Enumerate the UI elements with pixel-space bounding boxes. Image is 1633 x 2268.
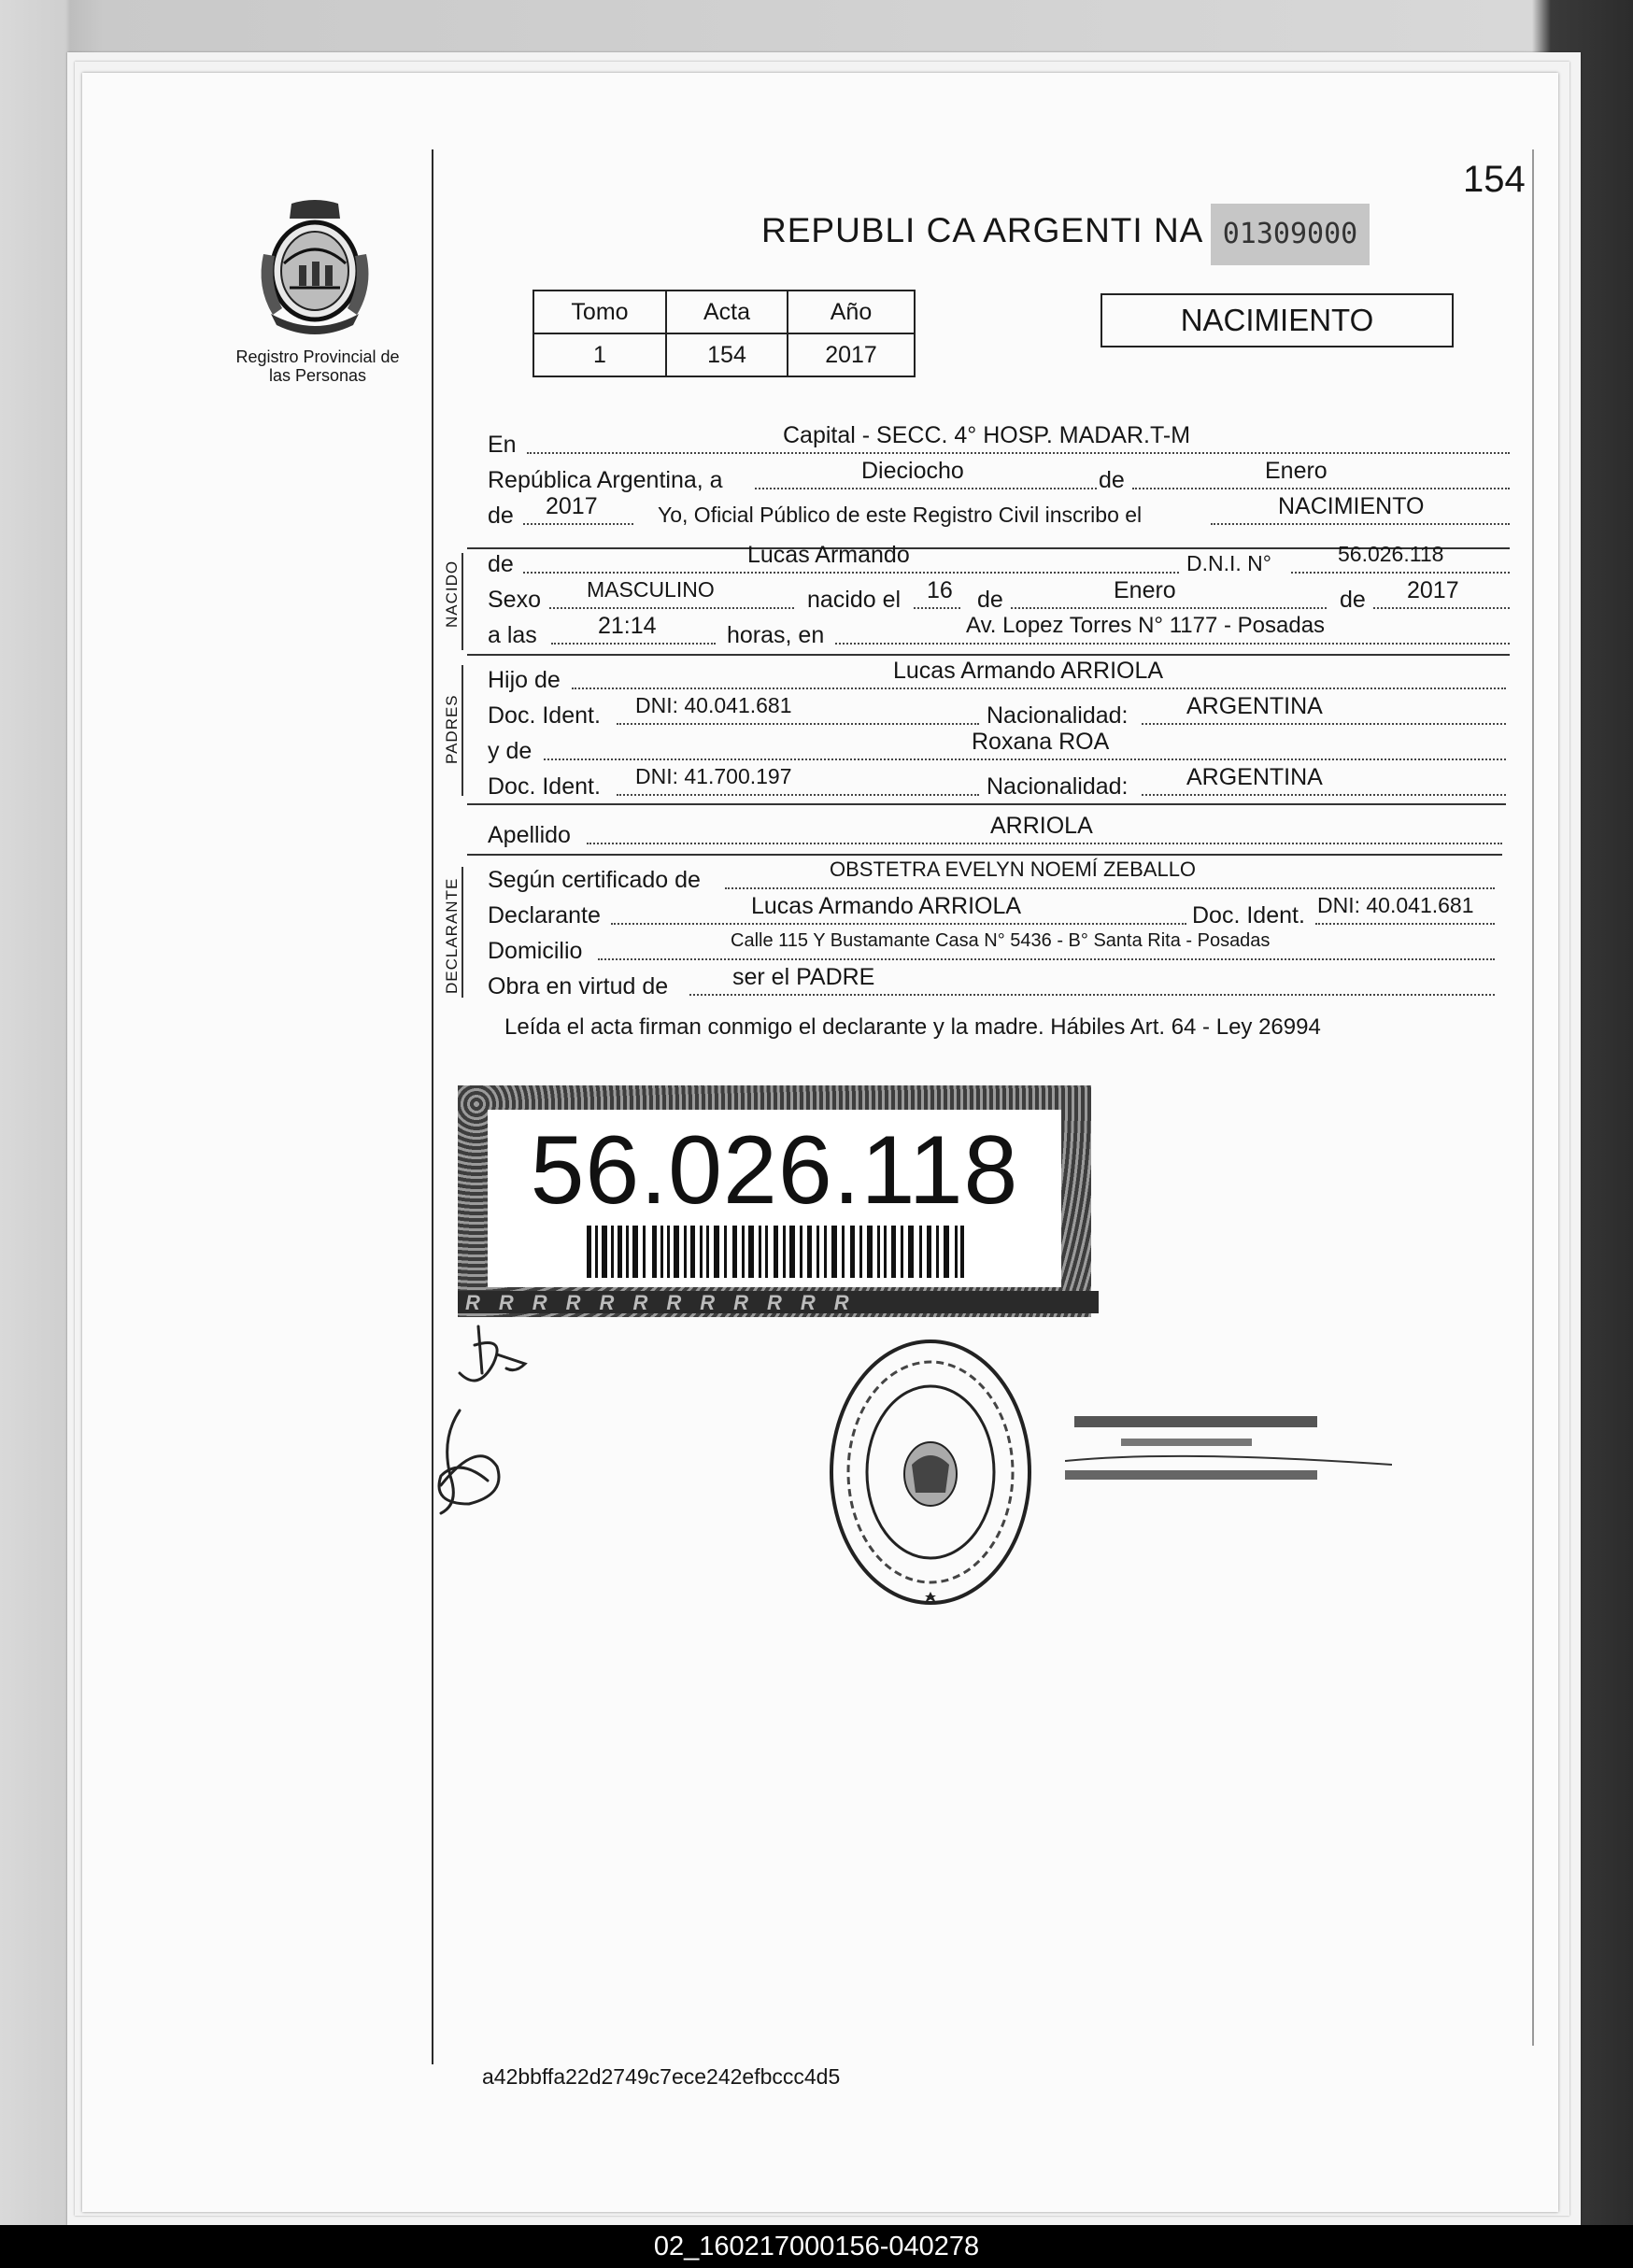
dotted-line (617, 723, 979, 725)
section-divider (467, 854, 1502, 856)
republic-label: República Argentina, a (488, 467, 723, 493)
hijo-de-label: Hijo de (488, 667, 561, 693)
dotted-line (617, 794, 979, 796)
record-table (532, 290, 916, 377)
address-value: Calle 115 Y Bustamante Casa N° 5436 - B° Santa Rita - Posadas (731, 930, 1271, 951)
document-type-box: NACIMIENTO (1100, 293, 1454, 347)
dotted-line (1315, 923, 1495, 925)
day-value: Dieciocho (861, 458, 964, 484)
section-bar (462, 867, 463, 998)
nacionalidad-label: Nacionalidad: (987, 702, 1129, 729)
dotted-line (1291, 572, 1510, 574)
certificate-value: OBSTETRA EVELYN NOEMÍ ZEBALLO (830, 858, 1197, 881)
table-header-tomo: Tomo (533, 291, 666, 333)
serial-number: 01309000 (1211, 204, 1370, 265)
domicilio-label: Domicilio (488, 938, 583, 964)
id-number-sticker (458, 1085, 1091, 1317)
dotted-line (598, 958, 1495, 960)
mother-nationality: ARGENTINA (1186, 764, 1323, 790)
official-stamp (826, 1334, 1035, 1610)
child-dni: 56.026.118 (1338, 542, 1444, 566)
mother-doc: DNI: 41.700.197 (635, 764, 792, 788)
dotted-line (755, 488, 1097, 489)
father-name: Lucas Armando ARRIOLA (893, 658, 1164, 684)
nacido-section-label: NACIDO (443, 560, 461, 628)
sexo-label: Sexo (488, 587, 541, 613)
inscribe-text: Yo, Oficial Público de este Registro Civil inscribo el (658, 503, 1143, 527)
dotted-line (572, 687, 1506, 689)
table-value-acta: 154 (666, 333, 788, 376)
dotted-line (527, 452, 1510, 454)
en-label: En (488, 432, 517, 458)
dotted-line (1373, 607, 1510, 609)
de-label: de (1340, 587, 1366, 613)
horas-label: horas, en (727, 622, 825, 648)
declarante-label: Declarante (488, 902, 601, 928)
declarante-name: Lucas Armando ARRIOLA (751, 893, 1022, 919)
birth-month: Enero (1114, 577, 1176, 603)
dotted-line (523, 572, 1179, 574)
month-value: Enero (1265, 458, 1328, 484)
capacity-value: ser el PADRE (732, 964, 875, 990)
cert-label: Según certificado de (488, 867, 701, 893)
declarante-doc: DNI: 40.041.681 (1317, 893, 1474, 917)
father-nationality: ARGENTINA (1186, 693, 1323, 719)
birth-time: 21:14 (598, 613, 657, 639)
de-label: de (488, 503, 514, 529)
doc-label: Doc. Ident. (488, 773, 601, 800)
father-doc: DNI: 40.041.681 (635, 693, 792, 717)
dotted-line (587, 843, 1502, 844)
margin-rule (432, 149, 433, 2064)
dotted-line (1211, 523, 1510, 525)
dotted-line (1142, 723, 1506, 725)
document-title: REPUBLI CA ARGENTI NA (761, 211, 1204, 249)
dotted-line (835, 643, 1510, 645)
event-value: NACIMIENTO (1278, 493, 1425, 519)
nacido-de-label: de (488, 551, 514, 577)
doc-label: Doc. Ident. (488, 702, 601, 729)
id-number: 56.026.118 (530, 1116, 1019, 1225)
dotted-line (551, 643, 716, 645)
nacido-el-label: nacido el (807, 587, 902, 613)
registry-name: Registro Provincial de las Personas (235, 347, 400, 385)
table-value-ano: 2017 (788, 333, 915, 376)
birth-day: 16 (927, 577, 953, 603)
de-label: de (1099, 467, 1125, 493)
table-header-acta: Acta (666, 291, 788, 333)
padres-section-label: PADRES (443, 694, 461, 764)
dotted-line (544, 758, 1506, 760)
dotted-line (1011, 607, 1327, 609)
barcode (587, 1226, 964, 1278)
dotted-line (549, 607, 794, 609)
section-divider (467, 654, 1510, 656)
document-hash: a42bbffa22d2749c7ece242efbccc4d5 (482, 2064, 841, 2089)
dotted-line (523, 523, 633, 525)
section-bar (462, 553, 463, 650)
doc-label: Doc. Ident. (1192, 902, 1305, 928)
year-value: 2017 (546, 493, 598, 519)
scan-footer-code: 02_160217000156-040278 (653, 2232, 980, 2261)
table-value-tomo: 1 (533, 333, 666, 376)
nacionalidad-label: Nacionalidad: (987, 773, 1129, 800)
section-divider (467, 803, 1506, 805)
birth-year: 2017 (1407, 577, 1459, 603)
a-las-label: a las (488, 622, 537, 648)
dotted-line (611, 923, 1186, 925)
dotted-line (689, 994, 1495, 996)
table-header-ano: Año (788, 291, 915, 333)
authorized-signature-stamp (1065, 1412, 1392, 1489)
page-number: 154 (1463, 159, 1526, 200)
sexo-value: MASCULINO (587, 577, 715, 602)
dotted-line (1132, 488, 1510, 489)
id-sticker-inner (488, 1110, 1061, 1287)
right-edge-rule (1532, 149, 1534, 2046)
sticker-pattern-row: RRRRRRRRRRRR (458, 1291, 1099, 1313)
dotted-line (1142, 794, 1506, 796)
closing-text: Leída el acta firman conmigo el declarante y la madre. Hábiles Art. 64 - Ley 26994 (504, 1014, 1321, 1040)
obra-label: Obra en virtud de (488, 973, 669, 999)
place-value: Capital - SECC. 4° HOSP. MADAR.T-M (783, 422, 1191, 448)
y-de-label: y de (488, 738, 532, 764)
mother-name: Roxana ROA (972, 729, 1110, 755)
dni-label: D.N.I. N° (1186, 551, 1271, 575)
apellido-label: Apellido (488, 822, 571, 848)
dotted-line (914, 607, 960, 609)
signature-scribble (422, 1317, 544, 1532)
child-name: Lucas Armando (747, 542, 910, 568)
de-label: de (977, 587, 1003, 613)
declarante-section-label: DECLARANTE (443, 877, 461, 994)
dotted-line (725, 887, 1495, 889)
apellido-value: ARRIOLA (990, 813, 1093, 839)
section-bar (462, 665, 463, 796)
birth-place: Av. Lopez Torres N° 1177 - Posadas (966, 613, 1326, 638)
crest-emblem (254, 198, 376, 338)
